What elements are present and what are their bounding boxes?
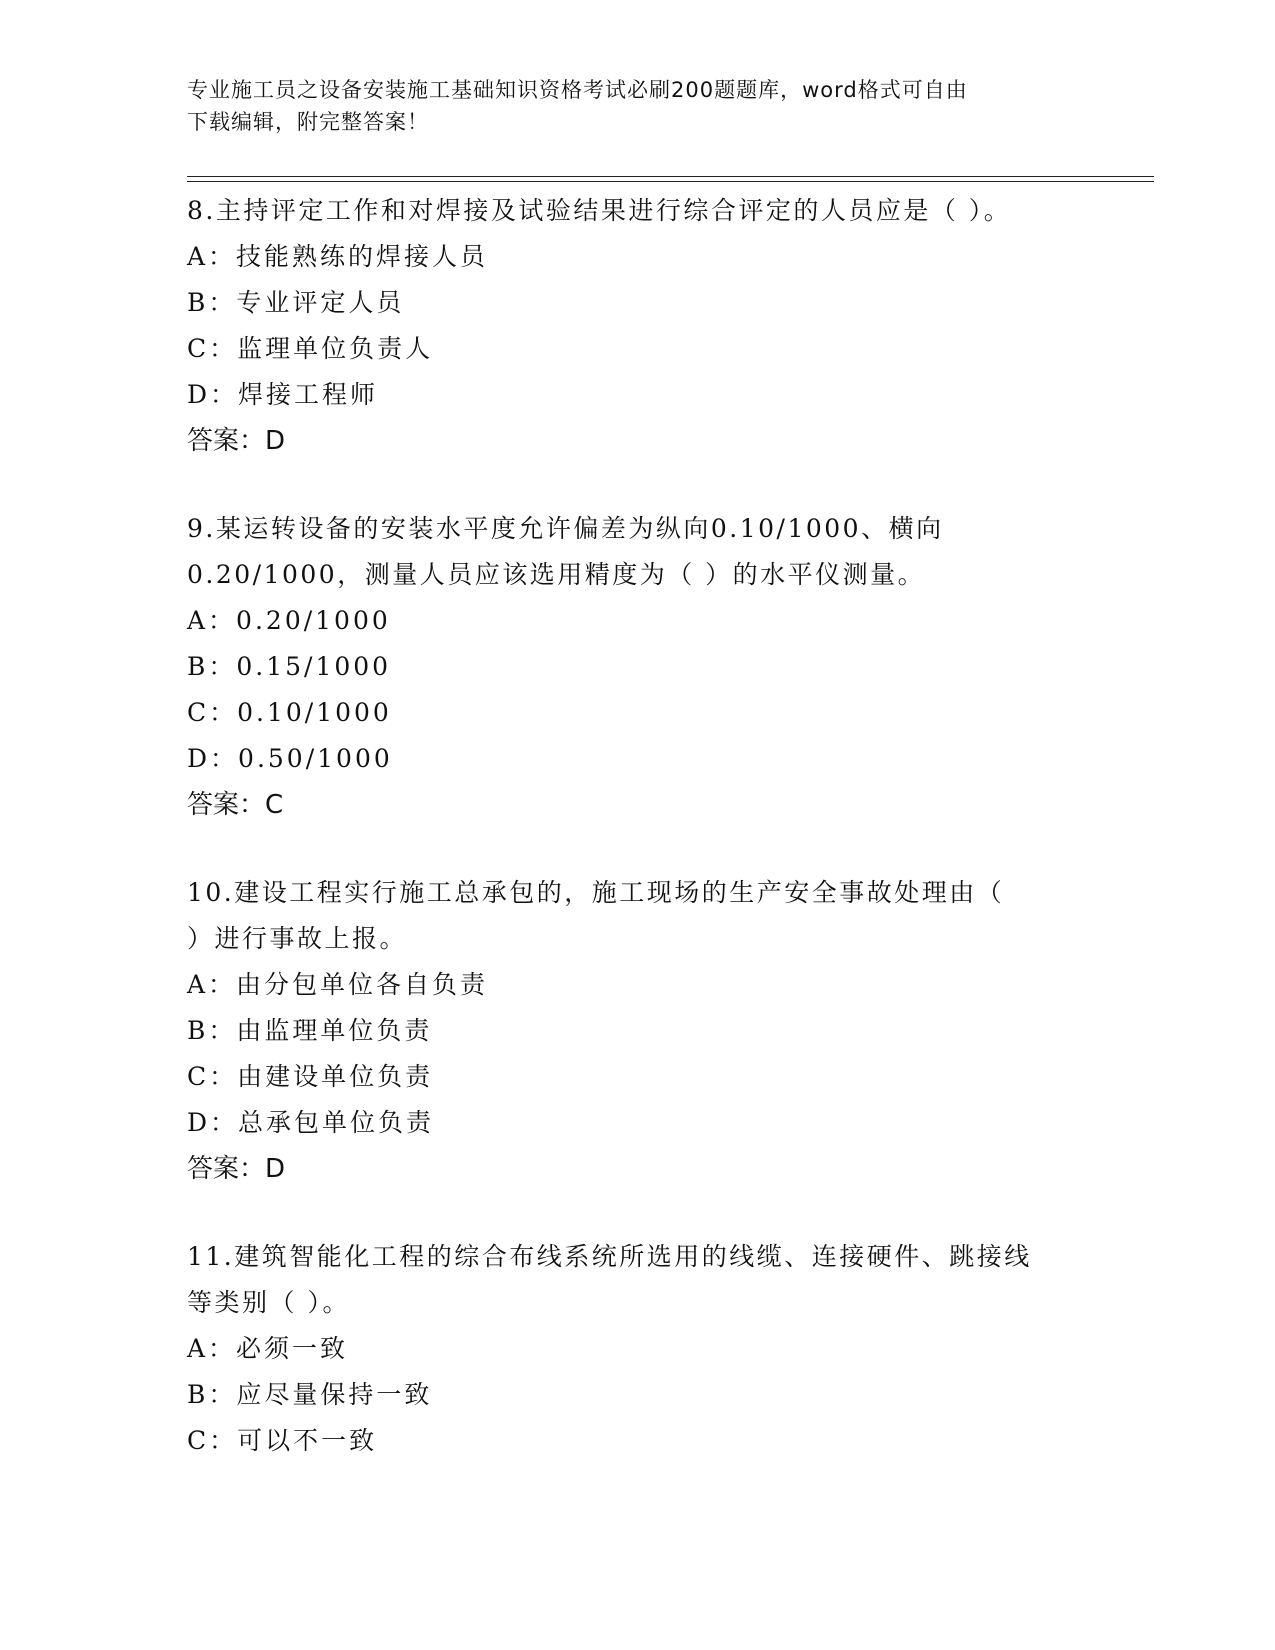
- question-10: [187, 870, 1087, 1192]
- option-a: A：技能熟练的焊接人员: [187, 242, 489, 271]
- answer-line: 答案：D: [187, 1154, 286, 1184]
- option-b: B：应尽量保持一致: [187, 1380, 433, 1409]
- answer-line: 答案：D: [187, 426, 286, 456]
- option-c: C：由建设单位负责: [187, 1062, 434, 1091]
- question-text-continued: ）进行事故上报。: [187, 924, 408, 953]
- question-8: [187, 188, 1087, 464]
- question-text-continued: 0.20/1000，测量人员应该选用精度为（ ）的水平仪测量。: [187, 560, 926, 589]
- option-b: B：0.15/1000: [187, 652, 392, 681]
- option-c: C：0.10/1000: [187, 698, 392, 727]
- option-b: B：由监理单位负责: [187, 1016, 433, 1045]
- option-b: B：专业评定人员: [187, 288, 405, 317]
- question-list: [187, 188, 1087, 1506]
- option-c: C：可以不一致: [187, 1426, 378, 1455]
- document-header: [187, 74, 1077, 138]
- question-text: 10.建设工程实行施工总承包的，施工现场的生产安全事故处理由（: [187, 878, 1005, 907]
- option-d: D：0.50/1000: [187, 744, 393, 773]
- question-text: 8.主持评定工作和对焊接及试验结果进行综合评定的人员应是（ ）。: [187, 196, 1012, 225]
- option-d: D：总承包单位负责: [187, 1108, 435, 1137]
- answer-line: 答案：C: [187, 790, 284, 820]
- header-line-1: 专业施工员之设备安装施工基础知识资格考试必刷200题题库，word格式可自由: [187, 78, 968, 102]
- question-11: [187, 1234, 1087, 1464]
- option-a: A：由分包单位各自负责: [187, 970, 489, 999]
- header-divider-top: [187, 176, 1154, 177]
- option-a: A：必须一致: [187, 1334, 349, 1363]
- question-text-continued: 等类别（ ）。: [187, 1288, 350, 1317]
- header-line-2: 下载编辑，附完整答案！: [187, 110, 429, 134]
- option-a: A：0.20/1000: [187, 606, 391, 635]
- question-9: [187, 506, 1087, 828]
- header-divider-bottom: [187, 181, 1154, 182]
- question-text: 9.某运转设备的安装水平度允许偏差为纵向0.10/1000、横向: [187, 514, 944, 543]
- option-c: C：监理单位负责人: [187, 334, 434, 363]
- question-text: 11.建筑智能化工程的综合布线系统所选用的线缆、连接硬件、跳接线: [187, 1242, 1032, 1271]
- option-d: D：焊接工程师: [187, 380, 379, 409]
